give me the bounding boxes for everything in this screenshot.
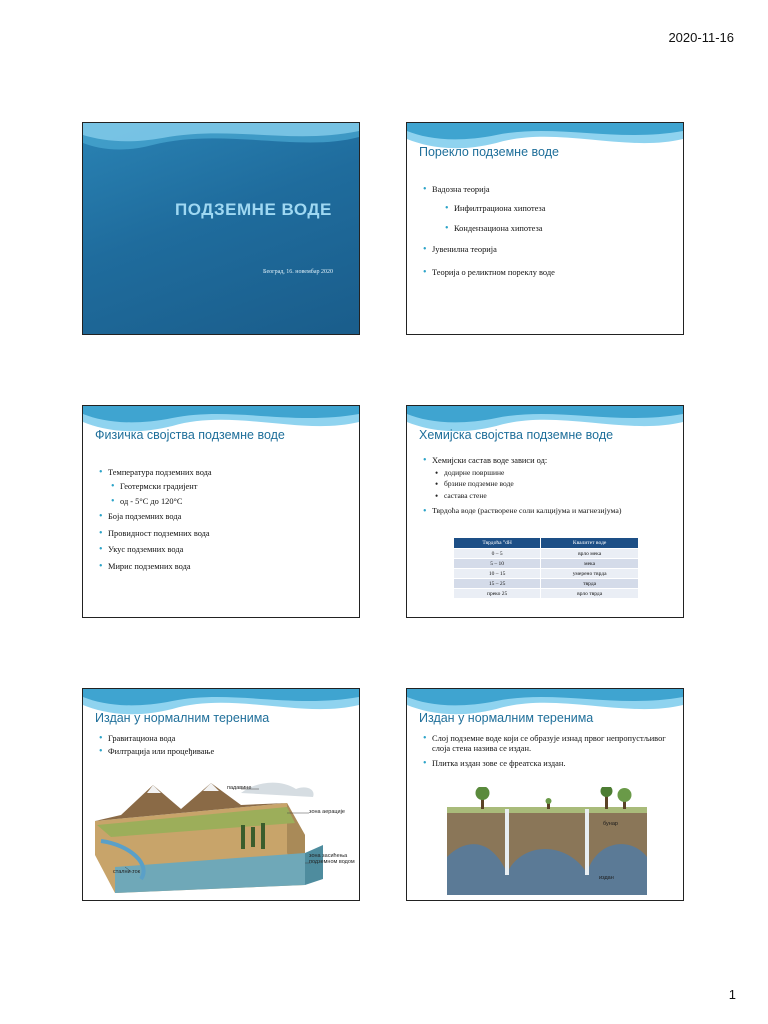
label-precipitation: падавине: [227, 785, 252, 791]
table-row: [454, 579, 639, 589]
table-cell: тврда: [541, 579, 639, 589]
page-number: 1: [728, 987, 736, 1002]
slide-heading: Порекло подземне воде: [419, 145, 559, 159]
slide-heading: Физичка својства подземне воде: [95, 428, 285, 442]
bullet: • од - 5°C до 120°C: [111, 497, 349, 507]
table-row: [454, 559, 639, 569]
table-cell: врло мека: [541, 549, 639, 559]
slide-title-text: ПОДЗЕМНЕ ВОДЕ: [175, 200, 332, 219]
slide-heading: Хемијска својства подземне воде: [419, 428, 614, 442]
table-cell: 5 – 10: [454, 559, 541, 569]
bullet: • Филтрација или процеђивање: [99, 747, 349, 757]
bullet: • додирне површине: [435, 469, 681, 478]
bullet: • састава стене: [435, 492, 681, 501]
bullet: • Плитка издан зове се фреатска издан.: [423, 759, 673, 769]
table-cell: 10 – 15: [454, 569, 541, 579]
table-header: Тврдоћа °dH: [454, 538, 541, 549]
bullet: • Слој подземне воде који се образује изнад првог непропустљивог слоја стена назива се издан.: [423, 734, 673, 753]
bullet: • Укус подземних вода: [99, 545, 349, 555]
slide-origin: [406, 122, 684, 335]
table-header: Квалитет воде: [541, 538, 639, 549]
bullet: • Јувенилна теорија: [423, 245, 673, 255]
bullet: • Боја подземних вода: [99, 512, 349, 522]
bullet: • Гравитациона вода: [99, 734, 349, 744]
table-row: [454, 589, 639, 599]
slide-aquifer-wells: [406, 688, 684, 901]
bullet: • Тврдоћа воде (растворене соли калцијума и магнезијума): [423, 507, 681, 516]
bullet: • Температура подземних вода: [99, 468, 349, 478]
slide-aquifer-diagram: [82, 688, 360, 901]
table-cell: умерено тврда: [541, 569, 639, 579]
label-stream: стални ток: [113, 869, 141, 875]
label-saturation-zone: зона засићења подземном водом: [309, 853, 355, 865]
table-cell: врло тврда: [541, 589, 639, 599]
bullet: • Теорија о реликтном пореклу воде: [423, 268, 673, 278]
bullet: • Мирис подземних вода: [99, 562, 349, 572]
bullet: • Провидност подземних вода: [99, 529, 349, 539]
label-aeration-zone: зона аерације: [309, 809, 345, 815]
slide-physical: [82, 405, 360, 618]
hardness-table: [453, 537, 639, 599]
table-cell: мека: [541, 559, 639, 569]
table-row: [454, 549, 639, 559]
label-aquifer: издан: [599, 875, 614, 881]
bullet: • Вадозна теорија: [423, 185, 673, 195]
table-cell: 15 – 25: [454, 579, 541, 589]
table-cell: преко 25: [454, 589, 541, 599]
label-well: бунар: [603, 821, 618, 827]
print-date: 2020-11-16: [668, 30, 734, 45]
table-cell: 0 – 5: [454, 549, 541, 559]
slide-heading: Издан у нормалним теренима: [419, 711, 594, 725]
bullet: • Кондензациона хипотеза: [445, 224, 673, 234]
well-aquifer-diagram: [447, 787, 647, 895]
bullet: • Хемијски састав воде зависи од:: [423, 456, 681, 466]
slide-title: [82, 122, 360, 335]
slide-subtitle: Београд, 16. новембар 2020: [263, 269, 333, 275]
wave-decoration: [83, 123, 359, 157]
groundwater-block-diagram: [91, 775, 360, 895]
slide-heading: Издан у нормалним теренима: [95, 711, 270, 725]
bullet: • Геотермски градијент: [111, 482, 349, 492]
slide-chemical: [406, 405, 684, 618]
bullet: • Инфилтрациона хипотеза: [445, 204, 673, 214]
bullet: • брзине подземне воде: [435, 480, 681, 489]
table-row: [454, 569, 639, 579]
